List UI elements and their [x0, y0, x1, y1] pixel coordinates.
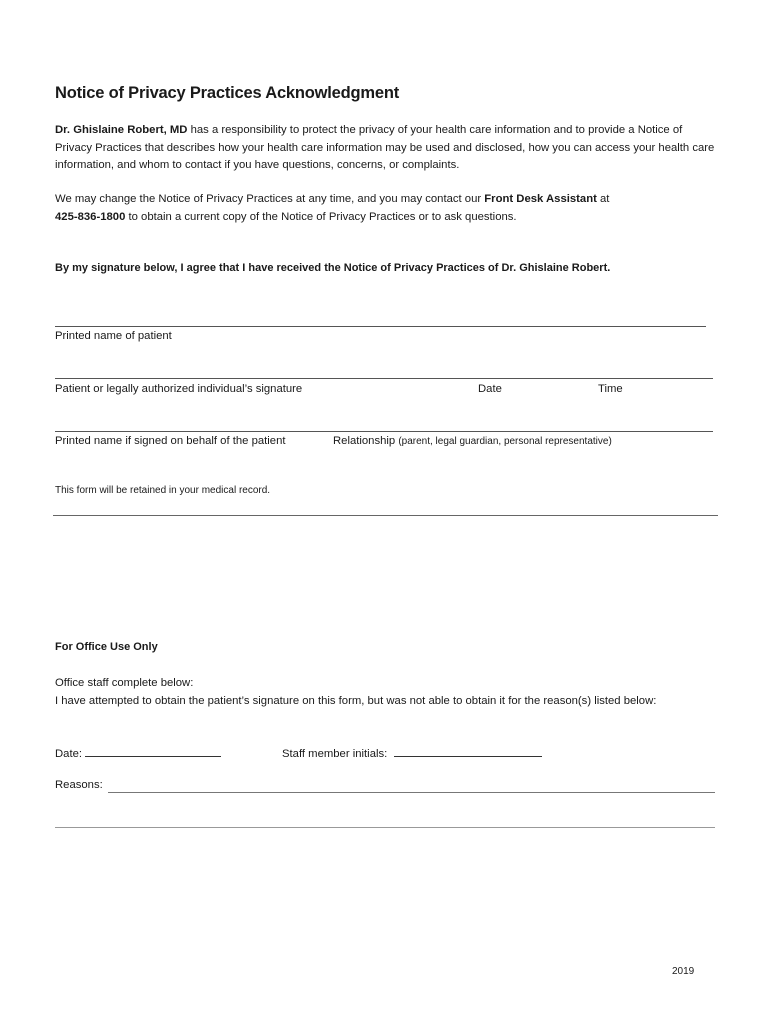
reasons-line-2[interactable] — [55, 827, 715, 828]
office-date-field — [55, 744, 221, 760]
reasons-line-1[interactable] — [108, 792, 715, 793]
office-date-label: Date: — [55, 748, 83, 760]
behalf-name-label: Printed name if signed on behalf of the patient — [55, 435, 286, 447]
phone-number: 425-836-1800 — [55, 210, 126, 223]
provider-responsibility-paragraph — [55, 122, 715, 175]
office-instruction-2: I have attempted to obtain the patient’s signature on this form, but was not able to obtain it for the reason(s) listed below: — [55, 694, 657, 707]
staff-initials-input[interactable] — [394, 744, 542, 757]
printed-name-label: Printed name of patient — [55, 330, 172, 342]
footer-year: 2019 — [672, 966, 695, 977]
office-instructions — [55, 675, 715, 710]
staff-initials-label: Staff member initials: — [282, 748, 388, 760]
relationship-options: (parent, legal guardian, personal representative) — [398, 436, 612, 447]
contact-role: Front Desk Assistant — [484, 193, 597, 205]
provider-name: Dr. Ghislaine Robert, MD — [55, 124, 188, 136]
office-instruction-1: Office staff complete below: — [55, 677, 194, 689]
paragraph-text-a: We may change the Notice of Privacy Practices at any time, and you may contact our — [55, 193, 485, 205]
paragraph-text-c: to obtain a current copy of the Notice of Privacy Practices or to ask questions. — [125, 210, 517, 223]
paragraph-text: has a responsibility to protect the privacy of your health care information and to provide a Notice of Privacy Practices that describes how your health care information may be used and disclosed, how you can access your health care information, and whom to contact if you have questions, concerns, or complaints. — [55, 124, 715, 171]
printed-name-line[interactable] — [55, 326, 706, 327]
relationship-label: Relationship — [333, 435, 396, 447]
date-label: Date — [478, 383, 502, 395]
relationship-field — [333, 435, 612, 447]
behalf-line[interactable] — [55, 431, 713, 432]
retention-note: This form will be retained in your medical record. — [55, 485, 271, 496]
signature-line[interactable] — [55, 378, 713, 379]
page-title: Notice of Privacy Practices Acknowledgment — [55, 84, 400, 102]
paragraph-text-b: at — [596, 193, 610, 205]
staff-initials-field — [282, 744, 542, 760]
office-use-heading: For Office Use Only — [55, 641, 158, 653]
signature-label: Patient or legally authorized individual’s signature — [55, 383, 303, 395]
office-date-input[interactable] — [85, 744, 221, 757]
contact-paragraph — [55, 191, 715, 226]
agreement-statement: By my signature below, I agree that I have received the Notice of Privacy Practices of Dr. Ghislaine Robert. — [55, 262, 611, 274]
time-label: Time — [598, 383, 623, 395]
section-divider — [53, 515, 718, 516]
reasons-label: Reasons: — [55, 779, 103, 791]
